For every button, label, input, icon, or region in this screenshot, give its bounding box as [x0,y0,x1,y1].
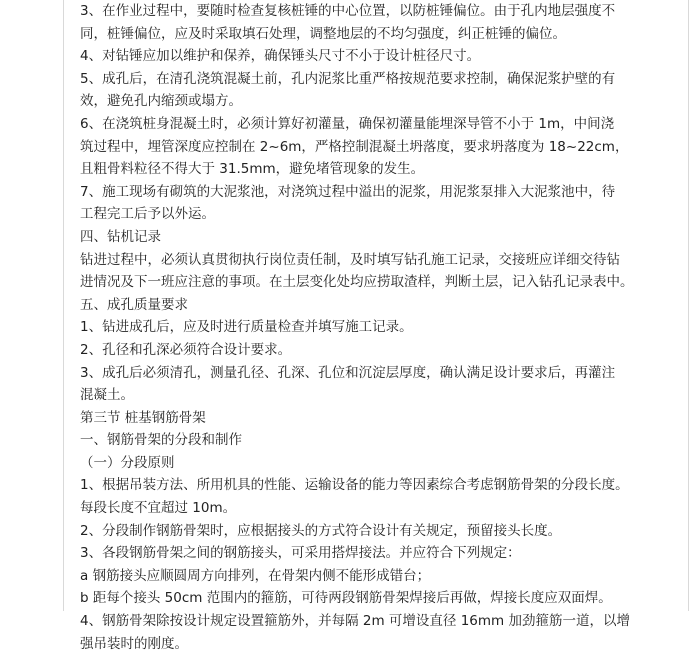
text-line: 工程完工后予以外运。 [80,206,215,223]
text-line: 混凝土。 [80,387,134,404]
document-body [80,0,680,655]
paragraph [80,429,680,452]
paragraph [80,587,680,610]
text-line: 3、在作业过程中，要随时检查复核桩锤的中心位置，以防桩锤偏位。由于孔内地层强度不 [80,3,616,19]
paragraph [80,249,680,294]
text-line: 1、根据吊装方法、所用机具的性能、运输设备的能力等因素综合考虑钢筋骨架的分段长度。 [80,477,629,494]
paragraph [80,474,680,519]
paragraph [80,542,680,565]
text-line: 4、钢筋骨架除按设计规定设置箍筋外，并每隔 2m 可增设直径 16mm 加劲箍筋一道，以增 [80,613,630,630]
paragraph [80,362,680,407]
text-line: 5、成孔后，在清孔浇筑混凝土前，孔内泥浆比重严格按规范要求控制，确保泥浆护壁的有 [80,70,616,87]
paragraph [80,407,680,430]
paragraph [80,0,680,45]
text-line: 效，避免孔内缩颈或塌方。 [80,93,242,110]
text-line: 五、成孔质量要求 [80,296,188,313]
text-line: 6、在浇筑桩身混凝土时，必须计算好初灌量，确保初灌量能埋深导管不小于 1m，中间浇 [80,115,615,132]
paragraph [80,316,680,339]
text-line: 2、孔径和孔深必须符合设计要求。 [80,341,292,358]
text-line: a 钢筋接头应顺圆周方向排列，在骨架内侧不能形成错台； [80,567,431,584]
text-line: 2、分段制作钢筋骨架时，应根据接头的方式符合设计有关规定，预留接头长度。 [80,522,562,539]
text-line: 且粗骨料粒径不得大于 31.5mm，避免堵管现象的发生。 [80,161,425,178]
text-line: b 距每个接头 50cm 范围内的箍筋，可待两段钢筋骨架焊接后再做，焊接长度应双面焊。 [80,590,612,607]
text-line: 强吊装时的刚度。 [80,635,188,652]
text-line: 四、钻机记录 [80,228,161,245]
text-line: 筑过程中，埋管深度应控制在 2~6m，严格控制混凝土坍落度，要求坍落度为 18~22cm， [80,138,629,155]
text-line: 每段长度不宜超过 10m。 [80,500,237,517]
page-left-border [63,0,64,611]
paragraph [80,181,680,226]
paragraph [80,339,680,362]
paragraph [80,226,680,249]
text-line: 一、钢筋骨架的分段和制作 [80,432,242,449]
text-line: 进情况及下一班应注意的事项。在土层变化处均应捞取渣样，判断土层，记入钻孔记录表中。 [80,274,634,291]
text-line: 第三节 桩基钢筋骨架 [80,409,206,426]
paragraph [80,113,680,181]
paragraph [80,294,680,317]
page-right-border [688,0,689,611]
paragraph [80,610,680,655]
text-line: 1、钻进成孔后，应及时进行质量检查并填写施工记录。 [80,319,413,336]
paragraph [80,452,680,475]
text-line: 7、施工现场有砌筑的大泥浆池，对浇筑过程中溢出的泥浆，用泥浆泵排入大泥浆池中，待 [80,183,616,200]
text-line: 钻进过程中，必须认真贯彻执行岗位责任制，及时填写钻孔施工记录，交接班应详细交待钻 [80,251,620,268]
text-line: 4、对钻锤应加以维护和保养，确保锤头尺寸不小于设计桩径尺寸。 [80,48,481,65]
paragraph [80,520,680,543]
text-line: 3、成孔后必须清孔，测量孔径、孔深、孔位和沉淀层厚度，确认满足设计要求后，再灌注 [80,364,616,381]
text-line: （一）分段原则 [80,454,175,471]
paragraph [80,45,680,68]
text-line: 3、各段钢筋骨架之间的钢筋接头，可采用搭焊接法。并应符合下列规定： [80,545,521,562]
paragraph [80,68,680,113]
paragraph [80,565,680,588]
text-line: 同，桩锤偏位，应及时采取填石处理，调整地层的不均匀强度，纠正桩锤的偏位。 [80,25,566,42]
